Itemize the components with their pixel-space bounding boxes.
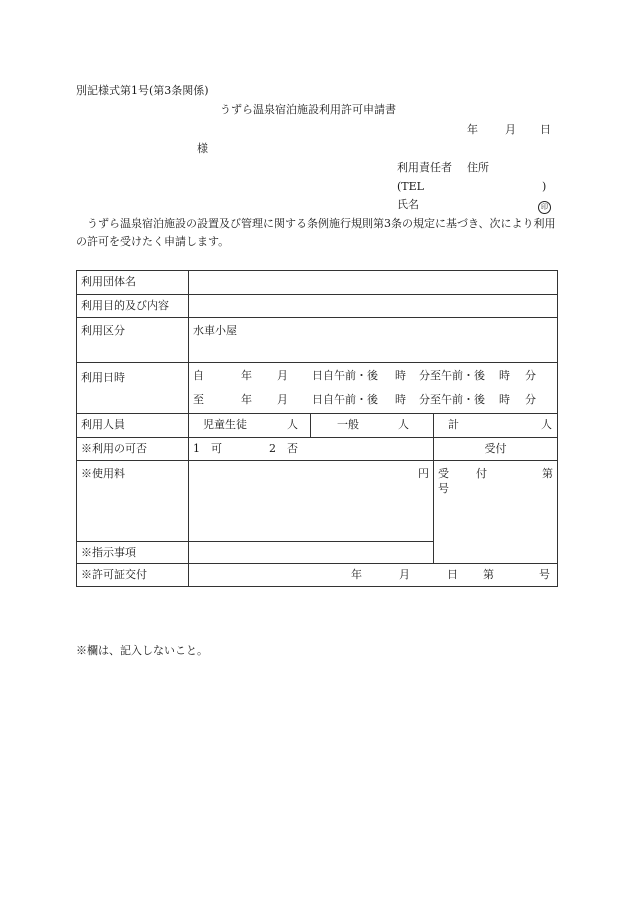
row-fee xyxy=(77,461,558,542)
receipt-number-field[interactable] xyxy=(434,461,558,564)
permit-no-prefix: 第 xyxy=(483,568,494,581)
to-year: 年 xyxy=(241,393,252,406)
total-label: 計 xyxy=(448,418,459,431)
instructions-label: ※指示事項 xyxy=(77,542,189,564)
permit-no-suffix: 号 xyxy=(539,568,550,581)
approve-option: 1 可 xyxy=(193,442,222,455)
row-approval xyxy=(77,438,558,461)
receipt-char-3: 第 xyxy=(542,467,553,480)
row-persons xyxy=(77,414,558,438)
purpose-label: 利用目的及び内容 xyxy=(77,295,189,318)
to-end-min: 分 xyxy=(525,393,536,406)
from-prefix: 自 xyxy=(193,369,204,382)
permit-month: 月 xyxy=(399,568,410,581)
application-table xyxy=(76,270,558,587)
datetime-label: 利用日時 xyxy=(77,363,189,414)
seal-mark xyxy=(538,199,551,214)
form-number: 別記様式第1号(第3条関係) xyxy=(76,84,209,97)
permit-year: 年 xyxy=(351,568,362,581)
tel-close-paren: ) xyxy=(542,180,547,193)
deny-option: 2 否 xyxy=(269,442,298,455)
from-hour: 時 xyxy=(395,369,406,382)
addressee-suffix: 様 xyxy=(197,142,208,155)
date-month-label: 月 xyxy=(505,123,516,136)
datetime-field[interactable] xyxy=(189,363,558,414)
to-hour: 時 xyxy=(395,393,406,406)
group-name-label: 利用団体名 xyxy=(77,271,189,295)
group-name-field[interactable] xyxy=(189,271,558,295)
fee-unit: 円 xyxy=(418,467,429,480)
responsible-person-label: 利用責任者 xyxy=(397,161,452,174)
approval-label: ※利用の可否 xyxy=(77,438,189,461)
name-label: 氏名 xyxy=(397,198,419,211)
students-field[interactable] xyxy=(189,414,311,438)
instructions-field[interactable] xyxy=(189,542,434,564)
fee-field[interactable] xyxy=(189,461,434,542)
total-field[interactable] xyxy=(434,414,558,438)
approval-field[interactable] xyxy=(189,438,434,461)
fee-label: ※使用料 xyxy=(77,461,189,542)
to-month: 月 xyxy=(277,393,288,406)
purpose-field[interactable] xyxy=(189,295,558,318)
address-label: 住所 xyxy=(467,161,489,174)
from-end-min: 分 xyxy=(525,369,536,382)
general-field[interactable] xyxy=(311,414,434,438)
students-label: 児童生徒 xyxy=(203,418,247,431)
receipt-char-1: 受 xyxy=(438,467,449,480)
permit-field[interactable] xyxy=(189,564,558,587)
from-year: 年 xyxy=(241,369,252,382)
application-statement: うずら温泉宿泊施設の設置及び管理に関する条例施行規則第3条の規定に基づき、次により利用の許可を受けたく申請します。 xyxy=(76,217,556,248)
seal-circle: 印 xyxy=(538,201,551,214)
date-year-label: 年 xyxy=(467,123,478,136)
date-day-label: 日 xyxy=(540,123,551,136)
from-day-ampm: 日自午前・後 xyxy=(312,369,378,382)
from-end-hour: 時 xyxy=(499,369,510,382)
general-unit: 人 xyxy=(398,418,409,431)
from-min-ampm: 分至午前・後 xyxy=(419,369,485,382)
from-month: 月 xyxy=(277,369,288,382)
footnote: ※欄は、記入しないこと。 xyxy=(76,644,208,657)
form-title: うずら温泉宿泊施設利用許可申請書 xyxy=(220,103,396,116)
to-day-ampm: 日自午前・後 xyxy=(312,393,378,406)
row-category xyxy=(77,318,558,363)
permit-day: 日 xyxy=(447,568,458,581)
permit-label: ※許可証交付 xyxy=(77,564,189,587)
receipt-char-4: 号 xyxy=(438,482,449,495)
receipt-char-2: 付 xyxy=(476,467,487,480)
persons-label: 利用人員 xyxy=(77,414,189,438)
students-unit: 人 xyxy=(287,418,298,431)
row-group-name xyxy=(77,271,558,295)
total-unit: 人 xyxy=(541,418,552,431)
row-datetime xyxy=(77,363,558,414)
tel-open-label: (TEL xyxy=(397,180,424,193)
row-permit xyxy=(77,564,558,587)
to-prefix: 至 xyxy=(193,393,204,406)
general-label: 一般 xyxy=(337,418,359,431)
row-purpose xyxy=(77,295,558,318)
to-min-ampm: 分至午前・後 xyxy=(419,393,485,406)
category-value[interactable]: 水車小屋 xyxy=(189,318,558,363)
category-label: 利用区分 xyxy=(77,318,189,363)
receipt-header: 受付 xyxy=(434,438,558,461)
to-end-hour: 時 xyxy=(499,393,510,406)
